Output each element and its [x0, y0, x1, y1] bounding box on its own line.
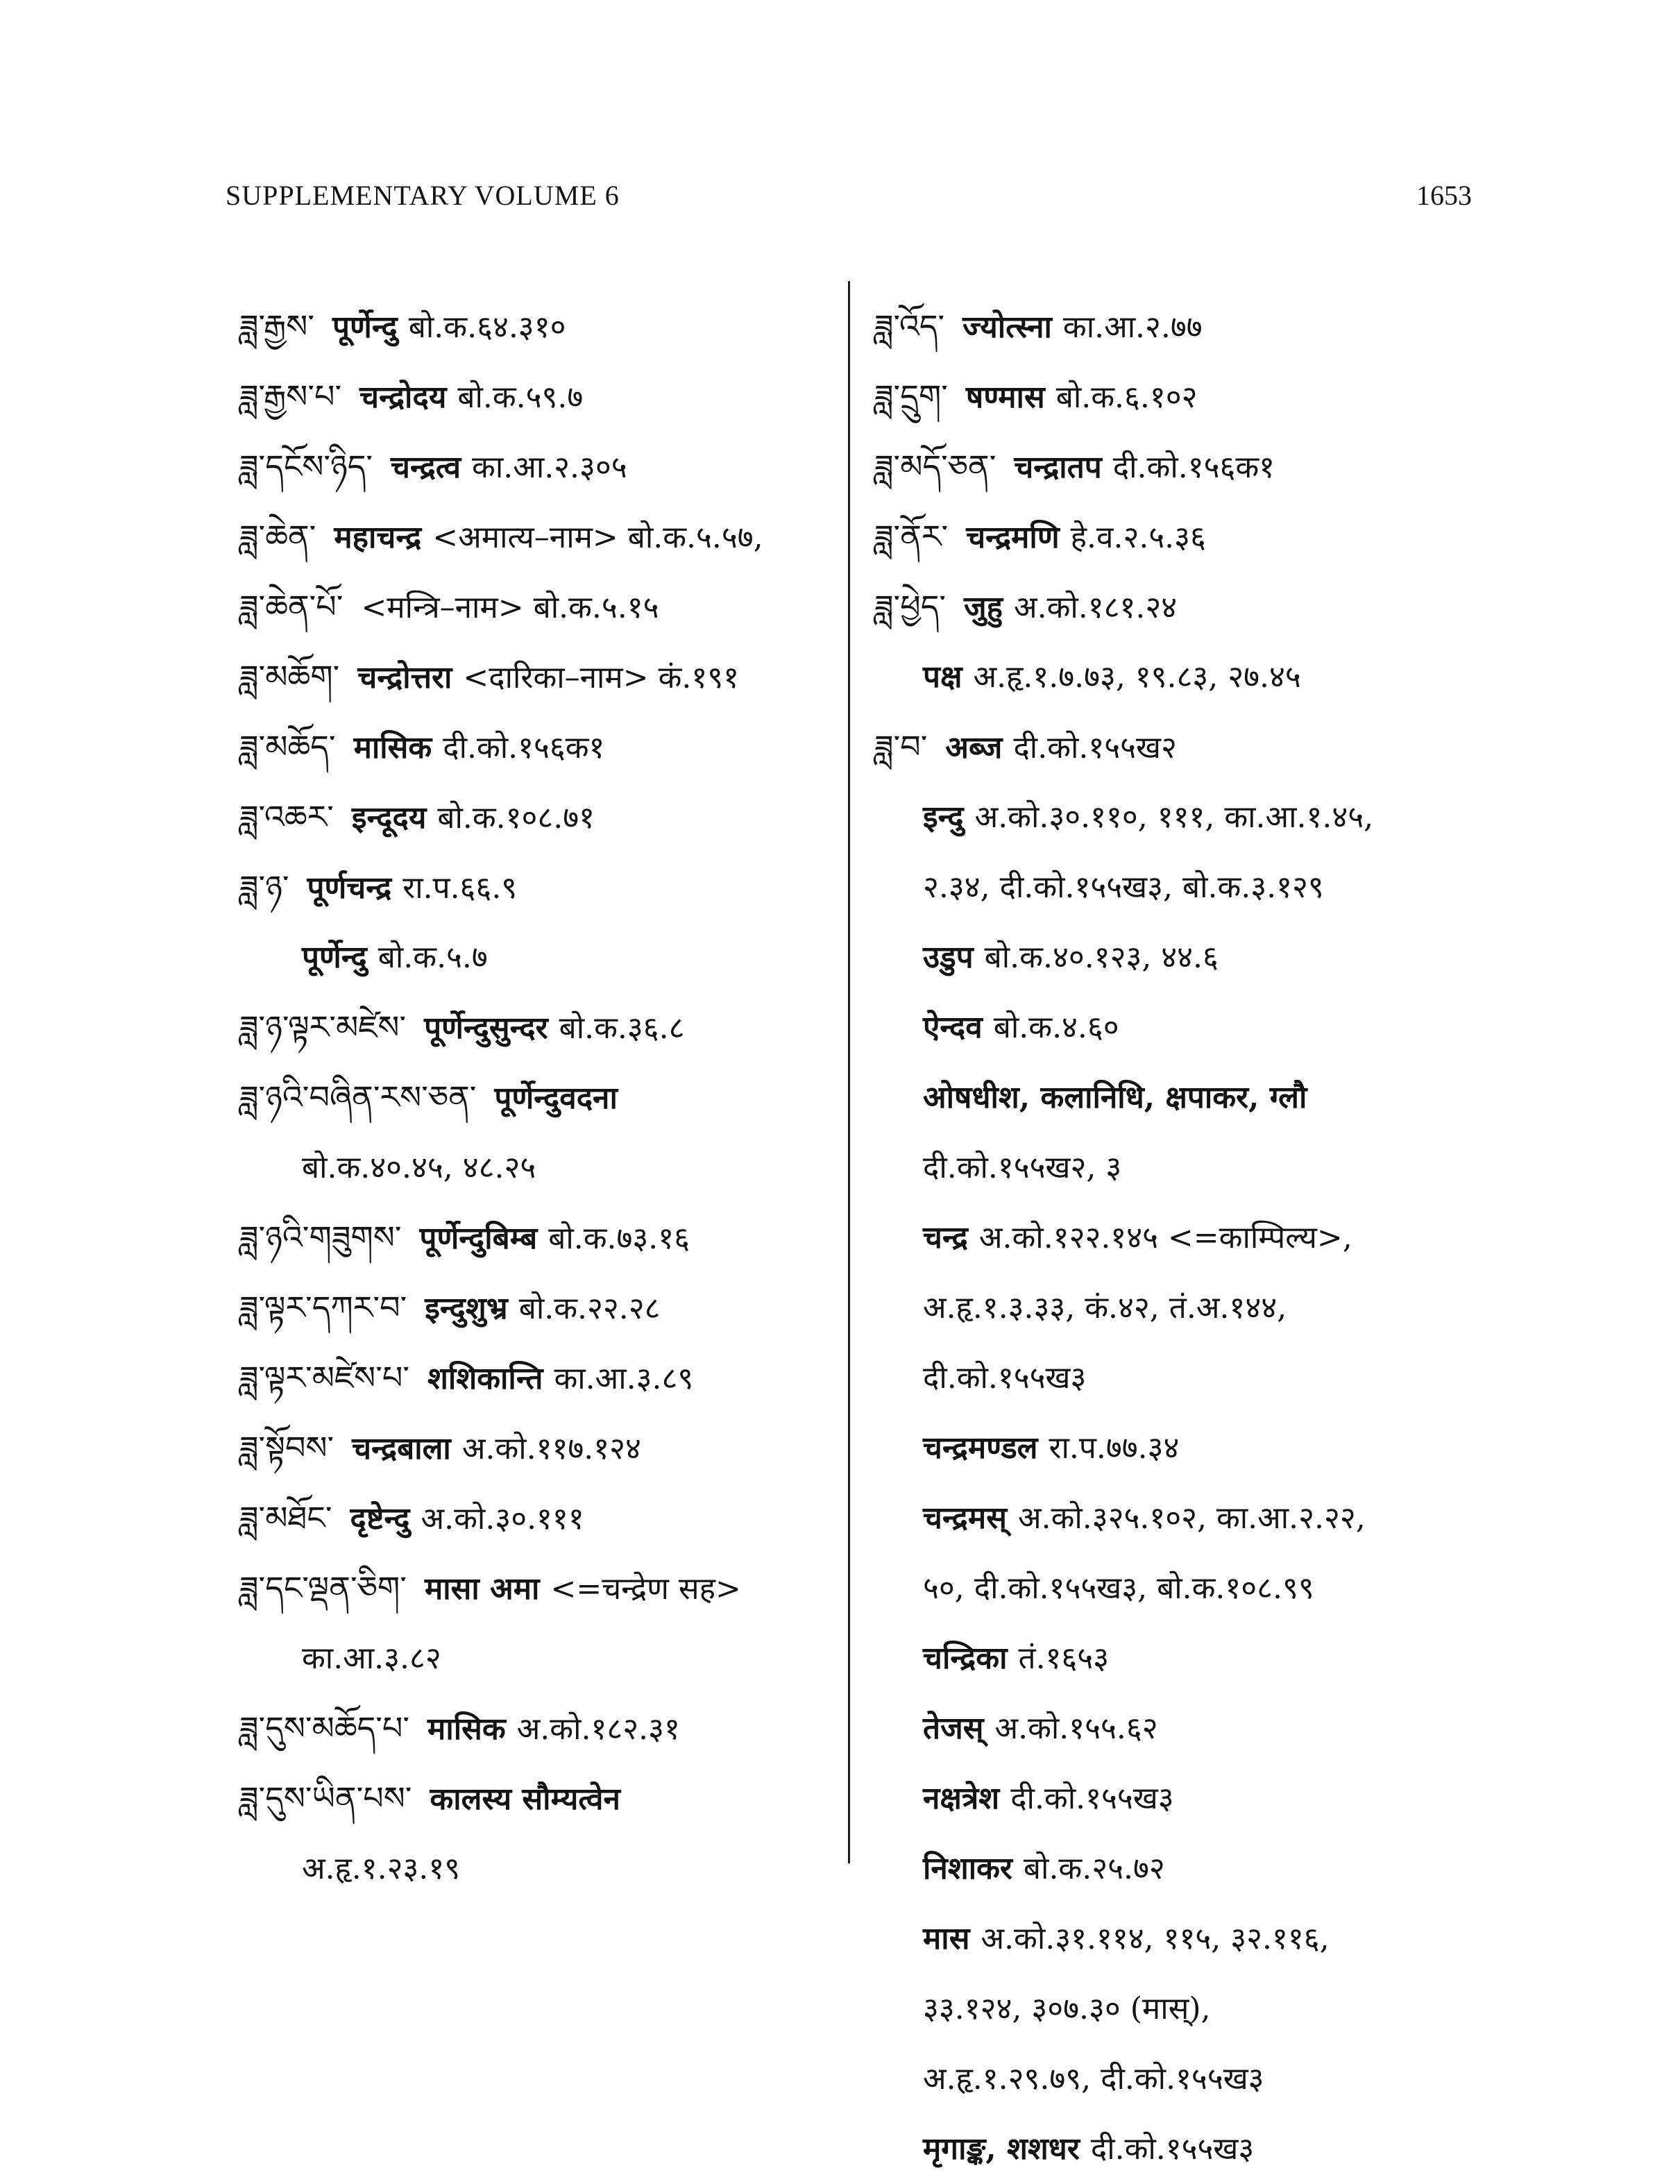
dictionary-line — [874, 1553, 1485, 1623]
sanskrit-headword: महाचन्द्र — [334, 520, 422, 555]
citation: <अमात्य–नाम> बो.क.५.५७, — [432, 520, 763, 555]
dictionary-line — [239, 362, 836, 432]
dictionary-line — [874, 1623, 1485, 1693]
dictionary-line — [239, 1623, 836, 1693]
citation: बो.क.२५.७२ — [1023, 1851, 1165, 1886]
citation: बो.क.५.७ — [377, 940, 488, 975]
citation: बो.क.२२.२८ — [518, 1291, 661, 1326]
citation: हे.व.२.५.३६ — [1070, 520, 1206, 555]
tibetan-term: ཟླ་དྲུག་ — [874, 378, 948, 415]
tibetan-term: ཟླ་མདོ་ཅན་ — [874, 448, 996, 485]
citation: ३३.१२४, ३०७.३० (मास्), — [923, 1991, 1211, 2026]
dictionary-line — [239, 1834, 836, 1904]
running-head: SUPPLEMENTARY VOLUME 6 — [226, 180, 620, 211]
dictionary-line — [874, 782, 1485, 852]
dictionary-line — [239, 1273, 836, 1343]
tibetan-term: ཟླ་དུས་ཡིན་པས་ — [239, 1779, 412, 1817]
citation: बो.क.६४.३१० — [408, 310, 566, 345]
citation: दी.को.१५५ख३ — [1090, 2131, 1255, 2167]
dictionary-line — [239, 572, 836, 642]
dictionary-line — [874, 432, 1485, 502]
sanskrit-headword: चन्द्रत्व — [391, 450, 461, 485]
tibetan-term: ཟླ་ནོར་ — [874, 518, 949, 555]
sanskrit-headword: पक्ष — [923, 659, 962, 695]
citation: <=चन्द्रेण सह> — [550, 1571, 741, 1607]
sanskrit-headword: पूर्णेन्दुसुन्दर — [424, 1010, 548, 1046]
dictionary-line — [874, 712, 1485, 782]
sanskrit-headword: तेजस् — [923, 1711, 984, 1746]
sanskrit-headword: चन्द्रबाला — [352, 1431, 451, 1466]
sanskrit-headword: ऐन्दव — [923, 1010, 983, 1045]
citation: बो.क.३६.८ — [559, 1010, 685, 1046]
dictionary-line — [874, 1483, 1485, 1553]
dictionary-line — [239, 1413, 836, 1483]
citation: का.आ.२.३०५ — [472, 450, 627, 485]
sanskrit-headword: अब्ज — [945, 730, 1003, 765]
citation: दी.को.१५६क१ — [443, 730, 605, 765]
sanskrit-headword: पूर्णेन्दुवदना — [494, 1081, 618, 1116]
dictionary-line — [239, 642, 836, 712]
left-column — [239, 291, 836, 1904]
tibetan-term: ཟླ་དུས་མཆོད་པ་ — [239, 1709, 410, 1747]
citation: रा.प.७७.३४ — [1049, 1430, 1180, 1466]
dictionary-line — [874, 1063, 1485, 1133]
dictionary-line — [874, 1133, 1485, 1203]
citation: का.आ.२.७७ — [1062, 310, 1203, 345]
citation: अ.को.३२५.१०२, का.आ.२.२२, — [1017, 1500, 1366, 1536]
tibetan-term: ཟླ་ཉའི་གཟུགས་ — [239, 1219, 402, 1256]
sanskrit-headword: चन्द्रमस् — [923, 1500, 1007, 1536]
dictionary-line — [874, 1273, 1485, 1343]
dictionary-line — [874, 502, 1485, 572]
tibetan-term: ཟླ་ཉ་ — [239, 868, 289, 906]
dictionary-line — [874, 1974, 1485, 2044]
citation: <दारिका–नाम> कं.१९१ — [463, 660, 740, 695]
tibetan-term: ཟླ་མཆོད་ — [239, 728, 336, 765]
dictionary-line — [874, 1763, 1485, 1834]
dictionary-line — [239, 1553, 836, 1623]
sanskrit-headword: चन्द्रमण्डल — [923, 1430, 1038, 1466]
citation: दी.को.१५५ख२, ३ — [923, 1150, 1122, 1185]
tibetan-term: ཟླ་མཆོག་ — [239, 658, 340, 695]
dictionary-line — [874, 291, 1485, 362]
sanskrit-headword: इन्दु — [923, 799, 964, 835]
tibetan-term: ཟླ་དངོས་ཉིད་ — [239, 448, 373, 485]
citation: दी.को.१५६क१ — [1112, 450, 1275, 485]
dictionary-line — [239, 291, 836, 362]
dictionary-line — [239, 852, 836, 922]
citation: २.३४, दी.को.१५५ख३, बो.क.३.१२९ — [923, 870, 1324, 905]
tibetan-term: ཟླ་འོད་ — [874, 307, 945, 345]
sanskrit-headword: पूर्णचन्द्र — [307, 870, 392, 906]
sanskrit-headword: चन्द्रमणि — [966, 520, 1060, 555]
dictionary-line — [874, 362, 1485, 432]
sanskrit-headword: मास — [923, 1921, 970, 1956]
citation: अ.को.३१.११४, ११५, ३२.११६, — [981, 1921, 1330, 1956]
citation: अ.हृ.१.२९.७९, दी.को.१५५ख३ — [923, 2061, 1264, 2097]
tibetan-term: ཟླ་བ་ — [874, 728, 928, 765]
dictionary-line — [874, 1413, 1485, 1483]
sanskrit-headword: चन्द्रिका — [923, 1641, 1008, 1676]
sanskrit-headword: चन्द्र — [923, 1220, 968, 1255]
citation: बो.क.७३.१६ — [548, 1221, 690, 1256]
tibetan-term: ཟླ་དང་ལྡན་ཅིག་ — [239, 1569, 407, 1607]
dictionary-line — [239, 1483, 836, 1553]
citation: ५०, दी.को.१५५ख३, बो.क.१०८.९९ — [923, 1571, 1314, 1606]
dictionary-line — [874, 852, 1485, 922]
citation: बो.क.५९.७ — [457, 380, 584, 415]
dictionary-line — [239, 1763, 836, 1834]
dictionary-line — [874, 1834, 1485, 1904]
sanskrit-headword: ज्योत्स्ना — [962, 310, 1052, 345]
tibetan-term: ཟླ་ཆེན་ — [239, 518, 316, 555]
citation: अ.को.११७.१२४ — [461, 1431, 641, 1466]
sanskrit-headword: इन्दुशुभ्र — [425, 1291, 508, 1326]
tibetan-term: ཟླ་སྟོབས་ — [239, 1429, 334, 1466]
sanskrit-headword: शशिकान्ति — [427, 1361, 543, 1396]
dictionary-line — [874, 572, 1485, 642]
sanskrit-headword: पूर्णेन्दु — [332, 310, 398, 345]
dictionary-line — [874, 992, 1485, 1063]
tibetan-term: ཟླ་ཉ་ལྟར་མཛེས་ — [239, 1008, 407, 1046]
citation: दी.को.१५५ख३ — [1010, 1781, 1174, 1816]
citation: अ.को.३०.११०, १११, का.आ.१.४५, — [974, 799, 1374, 835]
dictionary-line — [874, 2044, 1485, 2114]
citation: बो.क.४०.१२३, ४४.६ — [984, 940, 1219, 975]
citation: अ.को.१२२.१४५ <=काम्पिल्य>, — [978, 1220, 1352, 1255]
sanskrit-headword: पूर्णेन्दु — [302, 940, 367, 975]
dictionary-line — [874, 1904, 1485, 1974]
citation: दी.को.१५५ख२ — [1013, 730, 1177, 765]
tibetan-term: ཟླ་རྒྱས་པ་ — [239, 378, 342, 415]
citation: का.आ.३.८९ — [554, 1361, 694, 1396]
sanskrit-headword: पूर्णेन्दुबिम्ब — [419, 1221, 538, 1256]
sanskrit-headword: निशाकर — [923, 1851, 1012, 1886]
sanskrit-headword: नक्षत्रेश — [923, 1781, 1000, 1816]
tibetan-term: ཟླ་ཆེན་པོ་ — [239, 588, 343, 625]
citation: <मन्त्रि–नाम> बो.क.५.१५ — [361, 590, 659, 625]
tibetan-term: ཟླ་ཉའི་བཞིན་རས་ཅན་ — [239, 1078, 477, 1116]
dictionary-line — [874, 1343, 1485, 1413]
page-header — [226, 179, 1472, 221]
dictionary-line — [239, 502, 836, 572]
sanskrit-headword: चन्द्रोदय — [359, 380, 447, 415]
dictionary-line — [239, 992, 836, 1063]
tibetan-term: ཟླ་མཐོང་ — [239, 1499, 332, 1537]
citation: अ.को.३०.१११ — [421, 1501, 584, 1537]
dictionary-line — [874, 1693, 1485, 1763]
dictionary-line — [239, 712, 836, 782]
tibetan-term: ཟླ་ཕྱེད་ — [874, 588, 946, 625]
dictionary-line — [874, 1203, 1485, 1273]
sanskrit-headword: कालस्य सौम्यत्वेन — [430, 1781, 620, 1817]
citation: अ.हृ.१.७.७३, १९.८३, २७.४५ — [973, 659, 1301, 695]
sanskrit-headword: मासा अमा — [424, 1571, 540, 1607]
dictionary-line — [239, 1343, 836, 1413]
dictionary-line — [239, 1063, 836, 1133]
citation: अ.को.१५५.६२ — [994, 1711, 1158, 1746]
citation: बो.क.१०८.७१ — [437, 800, 595, 836]
citation: अ.को.१८२.३१ — [516, 1711, 680, 1747]
citation: दी.को.१५५ख३ — [923, 1360, 1087, 1396]
citation: अ.को.१८१.२४ — [1014, 590, 1178, 625]
dictionary-line — [239, 1203, 836, 1273]
citation: तं.१६५३ — [1018, 1641, 1110, 1676]
column-divider — [848, 281, 850, 1863]
dictionary-line — [874, 922, 1485, 992]
citation: का.आ.३.८२ — [302, 1641, 441, 1676]
sanskrit-headword: षण्मास — [965, 380, 1045, 415]
sanskrit-headword: ओषधीश, कलानिधि, क्षपाकर, ग्लौ — [923, 1080, 1307, 1115]
tibetan-term: ཟླ་འཆར་ — [239, 798, 334, 836]
dictionary-line — [239, 782, 836, 852]
dictionary-line — [239, 922, 836, 992]
page-number: 1653 — [1416, 180, 1472, 211]
citation: रा.प.६६.९ — [402, 870, 518, 906]
tibetan-term: ཟླ་ལྟར་དཀར་བ་ — [239, 1289, 407, 1326]
citation: बो.क.४.६० — [993, 1010, 1119, 1045]
dictionary-line — [874, 642, 1485, 712]
sanskrit-headword: उडुप — [923, 940, 974, 975]
sanskrit-headword: चन्द्रोत्तरा — [357, 660, 452, 695]
tibetan-term: ཟླ་རྒྱས་ — [239, 307, 315, 345]
sanskrit-headword: इन्दूदय — [351, 800, 427, 836]
dictionary-line — [874, 2114, 1485, 2184]
sanskrit-headword: चन्द्रातप — [1014, 450, 1102, 485]
dictionary-line — [239, 1693, 836, 1763]
citation: बो.क.६.१०२ — [1055, 380, 1198, 415]
right-column — [874, 291, 1485, 2184]
tibetan-term: ཟླ་ལྟར་མཛེས་པ་ — [239, 1359, 409, 1396]
sanskrit-headword: मृगाङ्क, शशधर — [923, 2131, 1080, 2167]
dictionary-line — [239, 432, 836, 502]
sanskrit-headword: जुहु — [964, 590, 1003, 625]
citation: अ.हृ.१.३.३३, कं.४२, तं.अ.१४४, — [923, 1290, 1287, 1326]
dictionary-line — [239, 1133, 836, 1203]
sanskrit-headword: मासिक — [427, 1711, 506, 1747]
sanskrit-headword: दृष्टेन्दु — [350, 1501, 410, 1537]
citation: बो.क.४०.४५, ४८.२५ — [302, 1150, 536, 1185]
sanskrit-headword: मासिक — [353, 730, 432, 765]
citation: अ.हृ.१.२३.१९ — [302, 1851, 461, 1886]
